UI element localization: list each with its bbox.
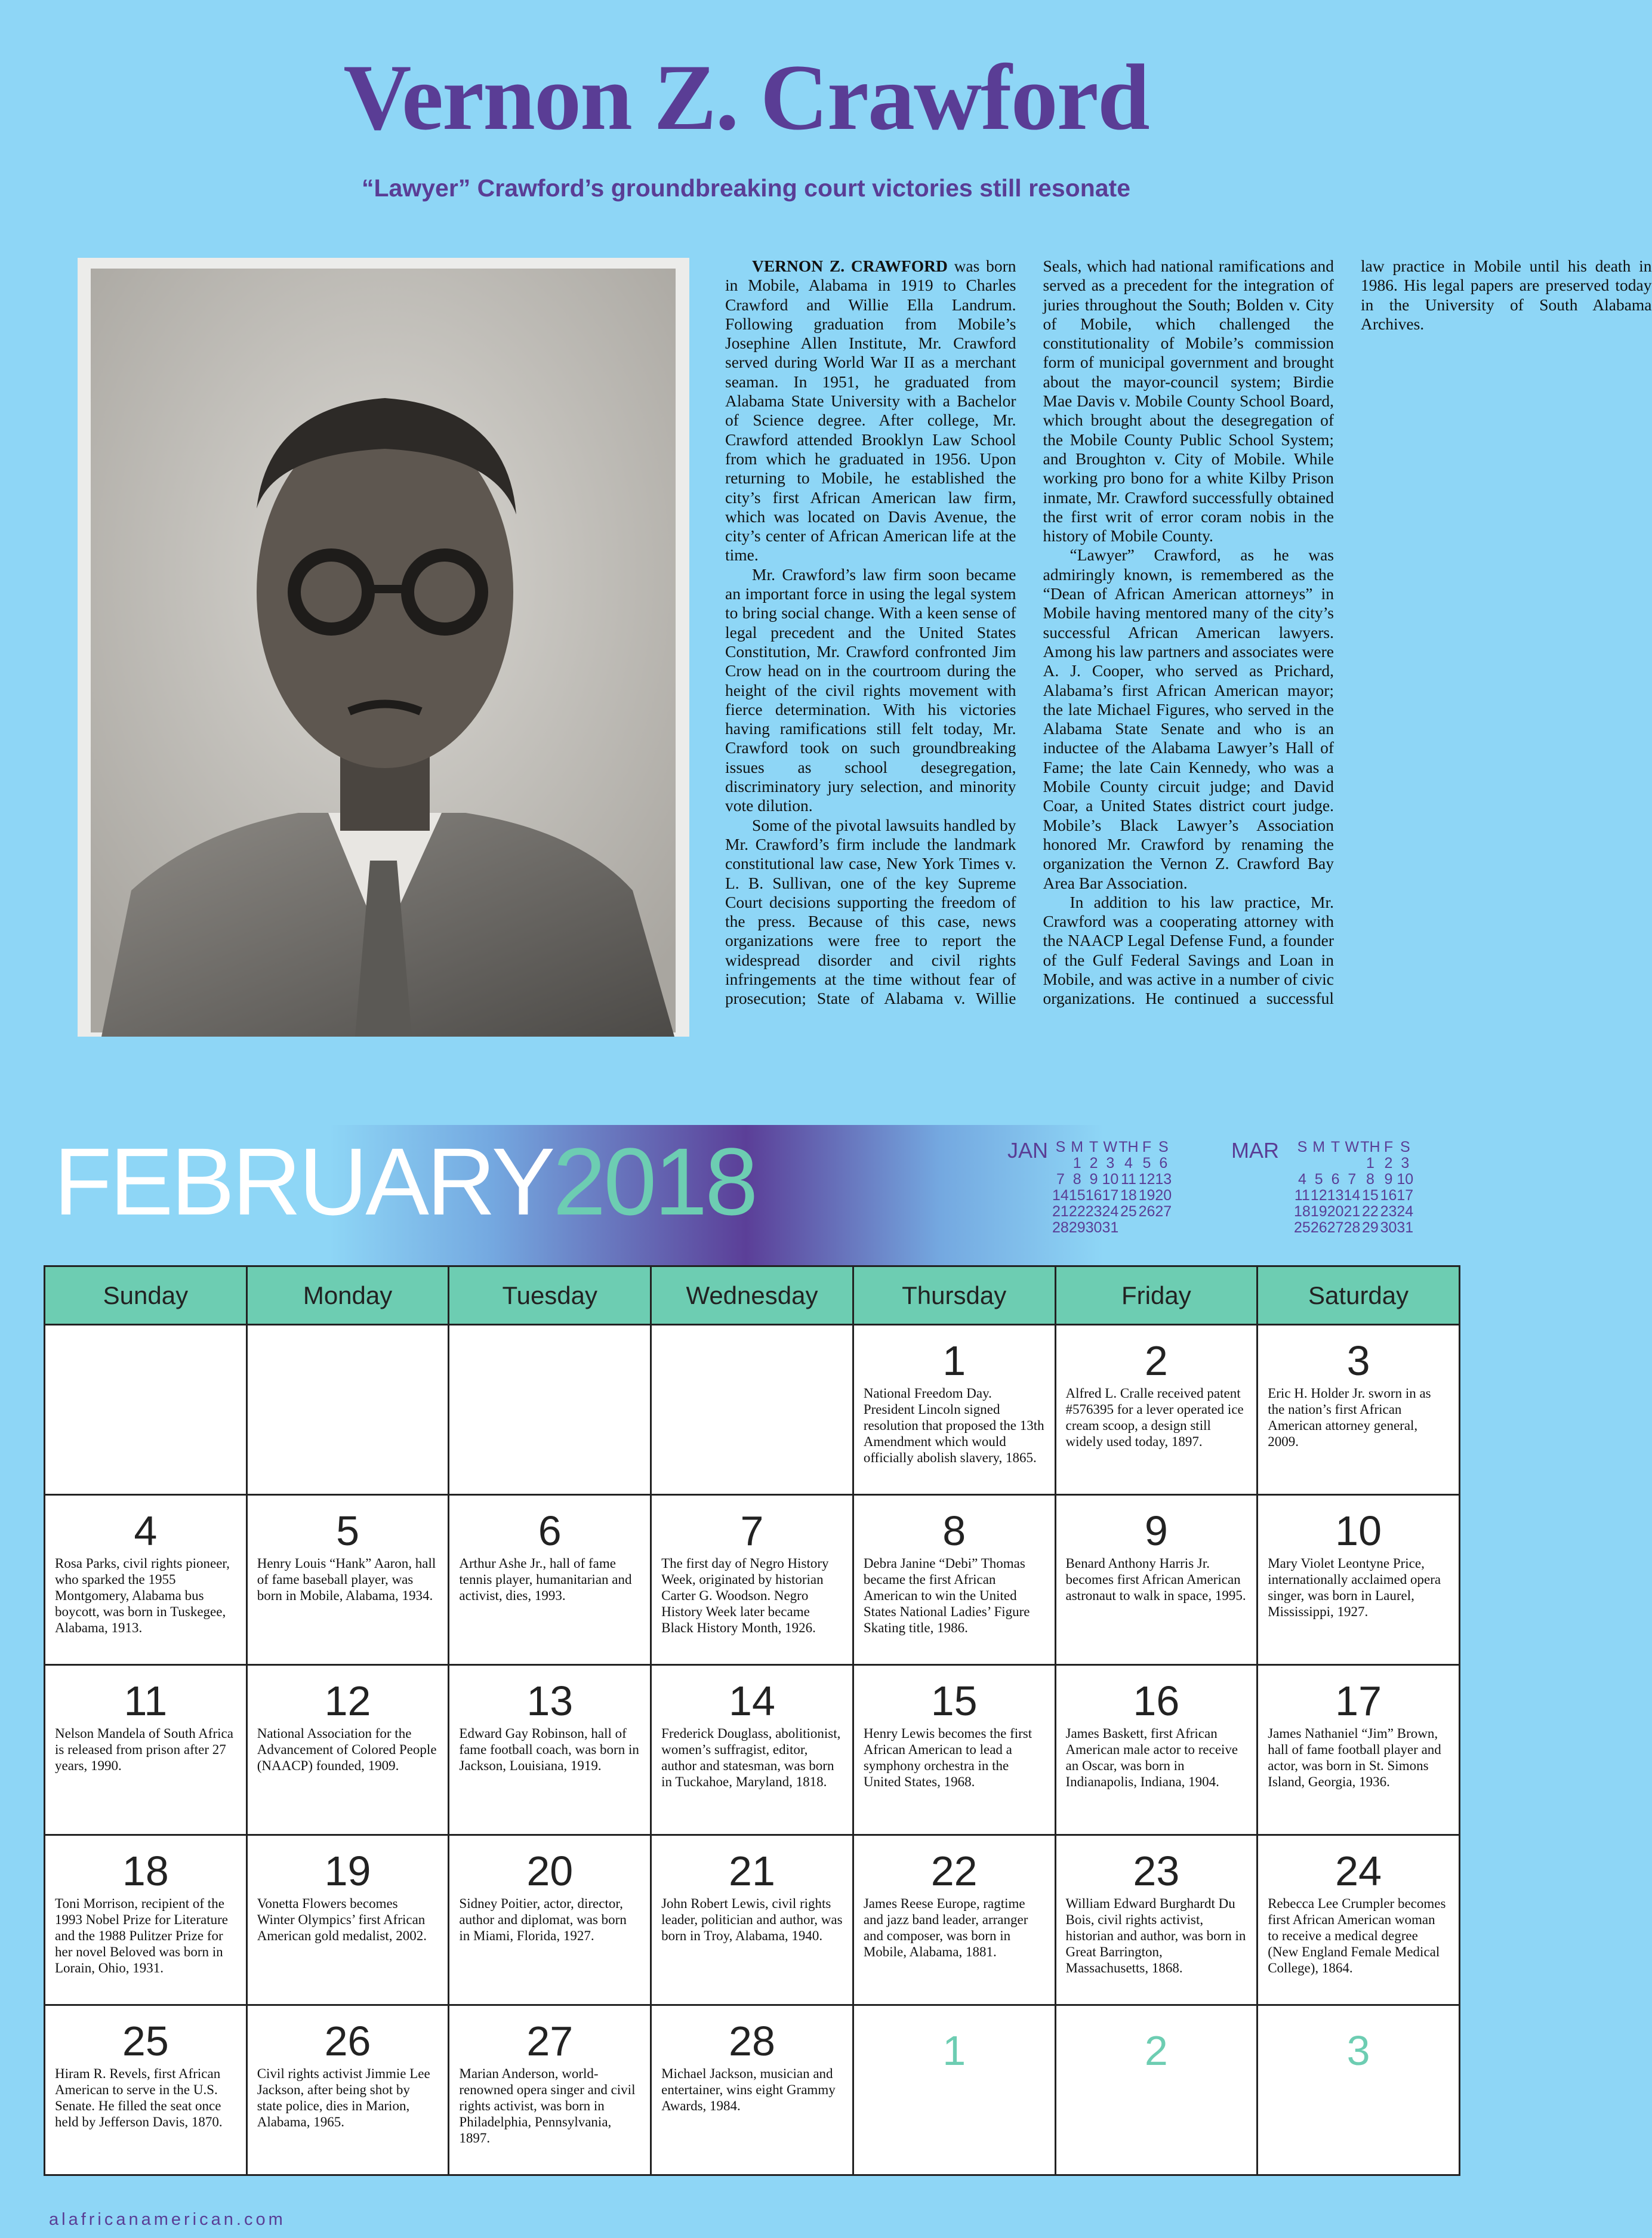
weekday-header-row <box>45 1266 1460 1325</box>
calendar-day-cell <box>45 1835 247 2005</box>
day-event-note: Eric H. Holder Jr. sworn in as the nation’s first African American attorney general, 2009. <box>1268 1386 1431 1449</box>
page-subtitle: “Lawyer” Crawford’s groundbreaking court victories still resonate <box>361 174 1131 202</box>
mini-calendar-weekday: T <box>1330 1139 1340 1155</box>
mini-calendar-weekday: S <box>1055 1139 1066 1155</box>
day-event-note: James Baskett, first African American male actor to receive an Oscar, was born in Indianapolis, Indiana, 1904. <box>1065 1726 1238 1789</box>
calendar-day-cell <box>449 1325 651 1495</box>
day-number: 9 <box>1144 1508 1168 1554</box>
day-number: 16 <box>1133 1678 1180 1724</box>
mini-calendar-weekday: S <box>1297 1139 1308 1155</box>
mini-calendar-date: 12 <box>1138 1171 1155 1188</box>
mini-calendar-date: 20 <box>1155 1187 1172 1204</box>
day-event-note: William Edward Burghardt Du Bois, civil rights activist, historian and author, was born in Great Barrington, Massachusetts, 1868. <box>1065 1896 1246 1975</box>
weekday-header: Monday <box>246 1266 449 1325</box>
mini-calendar-date: 5 <box>1142 1155 1151 1172</box>
mini-calendar-weekday: TH <box>1118 1139 1139 1155</box>
mini-calendar-date: 20 <box>1327 1203 1344 1220</box>
day-number: 3 <box>1346 1337 1370 1384</box>
day-number: 27 <box>526 2018 574 2064</box>
calendar-day-cell <box>1055 2005 1258 2175</box>
mini-calendar-date: 22 <box>1362 1203 1379 1220</box>
day-event-note: Frederick Douglass, abolitionist, women’s suffragist, editor, author and statesman, was born in Tuckahoe, Maryland, 1818. <box>661 1726 841 1789</box>
mini-calendar-date: 7 <box>1056 1171 1065 1188</box>
mini-calendar-date: 3 <box>1401 1155 1410 1172</box>
mini-calendar-date: 31 <box>1397 1219 1414 1236</box>
calendar-day-cell <box>449 2005 651 2175</box>
mini-calendar-weekday: M <box>1312 1139 1326 1155</box>
mini-calendar-date: 2 <box>1384 1155 1393 1172</box>
mini-calendar-date <box>1155 1220 1172 1236</box>
mini-calendar-date <box>1052 1155 1069 1172</box>
calendar-day-cell <box>246 2005 449 2175</box>
mini-calendar-weekday: F <box>1142 1139 1152 1155</box>
calendar-day-cell <box>1055 1495 1258 1665</box>
calendar-day-cell <box>45 1325 247 1495</box>
mini-calendar-date: 18 <box>1120 1187 1137 1204</box>
mini-calendar-date: 10 <box>1397 1171 1414 1188</box>
mini-calendar-date: 28 <box>1052 1219 1069 1236</box>
mini-calendar-weekday-row <box>1052 1139 1172 1155</box>
day-event-note: Mary Violet Leontyne Price, internationally acclaimed opera singer, was born in Laurel, Mississippi, 1927. <box>1268 1556 1441 1619</box>
mini-calendar-date: 18 <box>1294 1203 1311 1220</box>
mini-calendar-date: 10 <box>1102 1171 1119 1188</box>
mini-calendar-date <box>1294 1155 1311 1172</box>
mini-calendar-date: 13 <box>1327 1187 1344 1204</box>
day-event-note: James Nathaniel “Jim” Brown, hall of fame football player and actor, was born in St. Simons Island, Georgia, 1936. <box>1268 1726 1441 1789</box>
calendar-day-cell <box>853 1665 1055 1835</box>
mini-calendar-weekday: W <box>1103 1139 1118 1155</box>
calendar-day-cell <box>449 1835 651 2005</box>
mini-calendar-grid <box>1052 1139 1172 1236</box>
biography-article <box>725 257 1652 1026</box>
mini-calendar-date: 19 <box>1310 1203 1327 1220</box>
calendar-day-cell <box>45 1495 247 1665</box>
calendar-day-cell <box>1258 1835 1460 2005</box>
day-number: 5 <box>336 1508 360 1554</box>
weekday-header: Saturday <box>1258 1266 1460 1325</box>
calendar-day-cell <box>449 1665 651 1835</box>
mini-calendar-date: 21 <box>1343 1203 1361 1220</box>
mini-calendar-date: 27 <box>1155 1203 1172 1220</box>
mini-calendar-date: 2 <box>1089 1155 1098 1172</box>
day-number: 20 <box>526 1848 574 1894</box>
day-number: 25 <box>122 2018 169 2064</box>
mini-calendar-date <box>1118 1220 1138 1236</box>
day-event-note: Civil rights activist Jimmie Lee Jackson, after being shot by state police, dies in Marion, Alabama, 1965. <box>257 2066 430 2129</box>
article-paragraph-1: was born in Mobile, Alabama in 1919 to Charles Crawford and Willie Ella Landrum. Following graduation from Mobile’s Josephine Allen Institute, Mr. Crawford served during World War II as a merchant seaman. In 1951, he graduated from Alabama State University with a Bachelor of Science degree. After college, Mr. Crawford attended Brooklyn Law School from which he graduated in 1956. Upon returning to Mobile, he established the city’s first African American law firm, which was located on Davis Avenue, the city’s center of African American life at the time. <box>725 257 1016 565</box>
mini-calendar-date: 29 <box>1362 1219 1379 1236</box>
article-lead: VERNON Z. CRAWFORD <box>752 257 948 275</box>
mini-calendar-weekday: W <box>1345 1139 1360 1155</box>
calendar-day-cell <box>651 1665 853 1835</box>
mini-calendar-date: 27 <box>1327 1219 1344 1236</box>
mini-calendar-weekday: F <box>1383 1139 1394 1155</box>
weekday-header: Sunday <box>45 1266 247 1325</box>
day-number: 4 <box>134 1508 158 1554</box>
mini-calendar-weekday: T <box>1089 1139 1099 1155</box>
mini-calendar-date: 6 <box>1331 1171 1340 1188</box>
mini-calendar-date: 9 <box>1089 1171 1098 1188</box>
day-event-note: Benard Anthony Harris Jr. becomes first African American astronaut to walk in space, 1995. <box>1065 1556 1246 1603</box>
day-event-note: Alfred L. Cralle received patent #576395 for a lever operated ice cream scoop, a design still widely used today, 1897. <box>1065 1386 1244 1449</box>
mini-calendar-grid <box>1294 1139 1413 1236</box>
next-month-day-number: 1 <box>942 2027 966 2074</box>
mini-calendar-date: 19 <box>1138 1187 1155 1204</box>
mini-calendar-date: 29 <box>1068 1219 1086 1236</box>
month-heading <box>54 1128 756 1235</box>
mini-calendar-date: 4 <box>1124 1155 1133 1172</box>
mini-calendar-date <box>1311 1155 1327 1172</box>
calendar-day-cell <box>449 1495 651 1665</box>
calendar-day-cell <box>853 1835 1055 2005</box>
calendar-day-cell <box>246 1325 449 1495</box>
mini-calendar-date: 30 <box>1085 1219 1102 1236</box>
mini-calendar-date: 21 <box>1052 1203 1069 1220</box>
mini-calendar-week-row <box>1294 1155 1413 1172</box>
calendar-day-cell <box>853 1325 1055 1495</box>
mini-calendar-date: 1 <box>1072 1155 1081 1172</box>
mini-calendar-date: 16 <box>1085 1187 1102 1204</box>
day-event-note: Rebecca Lee Crumpler becomes first African American woman to receive a medical degree (New England Female Medical College), 1864. <box>1268 1896 1446 1975</box>
day-number: 24 <box>1335 1848 1382 1894</box>
calendar-day-cell <box>651 1495 853 1665</box>
day-event-note: Nelson Mandela of South Africa is released from prison after 27 years, 1990. <box>55 1726 233 1773</box>
day-event-note: James Reese Europe, ragtime and jazz band leader, arranger and composer, was born in Mobile, Alabama, 1881. <box>863 1896 1028 1959</box>
weekday-header: Tuesday <box>449 1266 651 1325</box>
mini-calendar-week-row <box>1294 1172 1413 1188</box>
day-event-note: Edward Gay Robinson, hall of fame football coach, was born in Jackson, Louisiana, 1919. <box>459 1726 639 1773</box>
day-event-note: Sidney Poitier, actor, director, author and diplomat, was born in Miami, Florida, 1927. <box>459 1896 627 1943</box>
day-number: 28 <box>729 2018 775 2064</box>
mini-calendar-date: 3 <box>1106 1155 1115 1172</box>
day-event-note: John Robert Lewis, civil rights leader, politician and author, was born in Troy, Alabama, 1940. <box>661 1896 843 1943</box>
mini-calendar-date: 14 <box>1052 1187 1069 1204</box>
calendar-grid <box>44 1265 1460 2176</box>
calendar-day-cell <box>1258 1325 1460 1495</box>
mini-calendar-date: 4 <box>1297 1171 1306 1188</box>
calendar-day-cell <box>651 2005 853 2175</box>
day-number: 11 <box>124 1678 168 1724</box>
mini-calendar-month-label: MAR <box>1231 1138 1279 1163</box>
weekday-header: Wednesday <box>651 1266 853 1325</box>
day-number: 22 <box>930 1848 978 1894</box>
mini-calendar-week-row <box>1052 1220 1172 1236</box>
mini-calendar-date: 8 <box>1366 1171 1374 1188</box>
day-number: 17 <box>1335 1678 1382 1724</box>
day-number: 12 <box>324 1678 371 1724</box>
day-number: 26 <box>324 2018 371 2064</box>
mini-calendar-date: 1 <box>1366 1155 1374 1172</box>
mini-calendar-date: 23 <box>1380 1203 1397 1220</box>
day-event-note: National Association for the Advancement of Colored People (NAACP) founded, 1909. <box>257 1726 437 1773</box>
day-event-note: Rosa Parks, civil rights pioneer, who sparked the 1955 Montgomery, Alabama bus boycott, was born in Tuskegee, Alabama, 1913. <box>55 1556 230 1635</box>
mini-calendar-date: 25 <box>1120 1203 1137 1220</box>
mini-calendar-date: 15 <box>1068 1187 1086 1204</box>
calendar-day-cell <box>1258 1665 1460 1835</box>
mini-calendar-date: 6 <box>1159 1155 1168 1172</box>
portrait-photo <box>78 258 689 1037</box>
calendar-day-cell <box>1055 1835 1258 2005</box>
day-event-note: National Freedom Day. President Lincoln signed resolution that proposed the 13th Amendment which would officially abolish slavery, 1865. <box>863 1386 1044 1465</box>
calendar-day-cell <box>1258 1495 1460 1665</box>
mini-calendar-date: 15 <box>1362 1187 1379 1204</box>
calendar-day-cell <box>651 1835 853 2005</box>
calendar-week-row <box>45 1325 1460 1495</box>
calendar-day-cell <box>246 1835 449 2005</box>
day-event-note: Michael Jackson, musician and entertainer, wins eight Grammy Awards, 1984. <box>661 2066 836 2113</box>
mini-calendar-weekday-row <box>1294 1139 1413 1155</box>
day-number: 23 <box>1133 1848 1180 1894</box>
mini-calendar-date: 30 <box>1380 1219 1397 1236</box>
day-number: 13 <box>526 1678 574 1724</box>
day-number: 10 <box>1335 1508 1382 1554</box>
mini-calendar-date: 26 <box>1310 1219 1327 1236</box>
mini-calendar-date: 16 <box>1380 1187 1397 1204</box>
mini-calendar-date: 24 <box>1397 1203 1414 1220</box>
mini-calendar-date: 26 <box>1138 1203 1155 1220</box>
page-title: Vernon Z. Crawford <box>343 45 1149 150</box>
day-event-note: Henry Lewis becomes the first African American to lead a symphony orchestra in the United States, 1968. <box>863 1726 1032 1789</box>
mini-calendar-weekday: TH <box>1360 1139 1380 1155</box>
weekday-header: Friday <box>1055 1266 1258 1325</box>
day-number: 8 <box>942 1508 966 1554</box>
calendar-day-cell <box>1055 1665 1258 1835</box>
mini-calendar-date: 8 <box>1072 1171 1081 1188</box>
mini-calendar-week-row <box>1294 1188 1413 1204</box>
calendar-week-row <box>45 2005 1460 2175</box>
day-number: 15 <box>930 1678 978 1724</box>
day-number: 1 <box>942 1337 966 1384</box>
mini-calendar-week-row <box>1052 1155 1172 1172</box>
calendar-day-cell <box>651 1325 853 1495</box>
day-number: 18 <box>122 1848 169 1894</box>
calendar-week-row <box>45 1835 1460 2005</box>
article-paragraph-4: “Lawyer” Crawford, as he was admiringly known, is remembered as the “Dean of African American attorneys” in Mobile having mentored many of the city’s successful African American lawyers. Among his law partners and associates were A. J. Cooper, who served as Prichard, Alabama’s first African American mayor; the late Michael Figures, who served in the Alabama State Senate and who is an inductee of the Alabama Lawyer’s Hall of Fame; the late Cain Kennedy, who was a Mobile County circuit judge; and David Coar, a United States district court judge. Mobile’s Black Lawyer’s Association honored Mr. Crawford by renaming the organization the Vernon Z. Crawford Bay Area Bar Association. <box>1043 545 1334 892</box>
next-month-day-number: 2 <box>1144 2027 1168 2074</box>
mini-calendar-date: 17 <box>1102 1187 1119 1204</box>
mini-calendar-date <box>1343 1155 1360 1172</box>
day-event-note: Toni Morrison, recipient of the 1993 Nobel Prize for Literature and the 1988 Pulitzer Prize for her novel Beloved was born in Lorain, Ohio, 1931. <box>55 1896 228 1975</box>
mini-calendar-week-row <box>1052 1188 1172 1204</box>
day-event-note: Arthur Ashe Jr., hall of fame tennis player, humanitarian and activist, dies, 1993. <box>459 1556 632 1603</box>
calendar-week-row <box>45 1495 1460 1665</box>
day-number: 14 <box>729 1678 775 1724</box>
day-event-note: Vonetta Flowers becomes Winter Olympics’ first African American gold medalist, 2002. <box>257 1896 427 1943</box>
mini-calendar-date: 14 <box>1343 1187 1361 1204</box>
calendar-day-cell <box>246 1495 449 1665</box>
calendar-day-cell <box>1055 1325 1258 1495</box>
article-paragraph-5: In addition to his law practice, Mr. Crawford was a cooperating attorney with the NAACP Legal Defense Fund, a founder of the Gulf Federal Savings and Loan in Mobile, and was active in a number of civic organizations. He continued a successful law practice in Mobile until his death in 1986. His legal papers are preserved today in the University of South Alabama Archives. <box>1043 257 1652 1008</box>
day-number: 21 <box>729 1848 775 1894</box>
calendar-day-cell <box>246 1665 449 1835</box>
mini-calendar-date: 22 <box>1068 1203 1086 1220</box>
calendar-day-cell <box>45 2005 247 2175</box>
mini-calendar-date: 17 <box>1397 1187 1414 1204</box>
mini-calendar-date: 24 <box>1102 1203 1119 1220</box>
month-name: FEBRUARY <box>54 1128 553 1235</box>
calendar-week-row <box>45 1665 1460 1835</box>
mini-calendar-date: 9 <box>1384 1171 1393 1188</box>
mini-calendar-date: 5 <box>1314 1171 1323 1188</box>
day-event-note: Debra Janine “Debi” Thomas became the first African American to win the United States National Ladies’ Figure Skating title, 1986. <box>863 1556 1030 1635</box>
mini-calendar-date: 12 <box>1310 1187 1327 1204</box>
weekday-header: Thursday <box>853 1266 1055 1325</box>
mini-calendar-date: 11 <box>1294 1187 1310 1204</box>
mini-calendar-date: 31 <box>1102 1219 1119 1236</box>
next-month-day-number: 3 <box>1346 2027 1370 2074</box>
day-number: 7 <box>740 1508 764 1554</box>
calendar-day-cell <box>45 1665 247 1835</box>
mini-calendar-date: 11 <box>1120 1171 1136 1188</box>
mini-calendar-date <box>1327 1155 1344 1172</box>
mini-calendar-month-label: JAN <box>1007 1138 1049 1163</box>
day-event-note: Henry Louis “Hank” Aaron, hall of fame baseball player, was born in Mobile, Alabama, 1934. <box>257 1556 436 1603</box>
mini-calendar-date: 7 <box>1348 1171 1357 1188</box>
day-event-note: Hiram R. Revels, first African American to serve in the U.S. Senate. He filled the seat once held by Jefferson Davis, 1870. <box>55 2066 223 2129</box>
article-paragraph-2: Mr. Crawford’s law firm soon became an important force in using the legal system to bring social change. With a keen sense of legal precedent and the United States Constitution, Mr. Crawford confronted Jim Crow head on in the courtroom during the height of the civil rights movement with fierce determination. With his victories having ramifications still felt today, Mr. Crawford took on such groundbreaking issues as school desegregation, discriminatory jury selection, and minority vote dilution. <box>725 565 1016 815</box>
mini-calendar-week-row <box>1294 1204 1413 1220</box>
day-event-note: The first day of Negro History Week, originated by historian Carter G. Woodson. Negro History Week later became Black History Month, 1926. <box>661 1556 829 1635</box>
mini-calendar-week-row <box>1052 1204 1172 1220</box>
mini-calendar-weekday: S <box>1158 1139 1169 1155</box>
mini-calendar-date <box>1139 1220 1155 1236</box>
mini-calendar-weekday: S <box>1400 1139 1410 1155</box>
mini-calendar-date: 28 <box>1343 1219 1361 1236</box>
mini-calendar-week-row <box>1052 1172 1172 1188</box>
mini-calendar-date: 25 <box>1294 1219 1311 1236</box>
day-event-note: Marian Anderson, world-renowned opera singer and civil rights activist, was born in Philadelphia, Pennsylvania, 1897. <box>459 2066 636 2145</box>
mini-calendar-weekday: M <box>1071 1139 1084 1155</box>
calendar-day-cell <box>853 1495 1055 1665</box>
calendar-day-cell <box>853 2005 1055 2175</box>
mini-calendar-date: 13 <box>1155 1171 1172 1188</box>
mini-calendar-date: 23 <box>1085 1203 1102 1220</box>
calendar-day-cell <box>1258 2005 1460 2175</box>
footer-url: alafricanamerican.com <box>49 2210 286 2229</box>
month-year: 2018 <box>553 1128 756 1235</box>
day-number: 2 <box>1144 1337 1168 1384</box>
mini-calendar-week-row <box>1294 1220 1413 1236</box>
day-number: 6 <box>538 1508 562 1554</box>
article-paragraph-3: Some of the pivotal lawsuits handled by Mr. Crawford’s firm include the landmark constitutional law case, New York Times v. L. B. Sullivan, one of the key Supreme Court decisions supporting the freedom of the press. Because of this case, news organizations were free to report the widespread disorder and civil rights infringements at the time without fear of prosecution; State of Alabama v. Willie Seals, which had national ramifications and served as a precedent for the integration of juries throughout the South; Bolden v. City of Mobile, which challenged the constitutionality of Mobile’s commission form of municipal government and brought about the mayor-council system; Birdie Mae Davis v. Mobile County School Board, which brought about the desegregation of the Mobile County Public School System; and Broughton v. City of Mobile. While working pro bono for a white Kilby Prison inmate, Mr. Crawford successfully obtained the first writ of error coram nobis in the history of Mobile County. <box>725 257 1334 1008</box>
day-number: 19 <box>324 1848 371 1894</box>
